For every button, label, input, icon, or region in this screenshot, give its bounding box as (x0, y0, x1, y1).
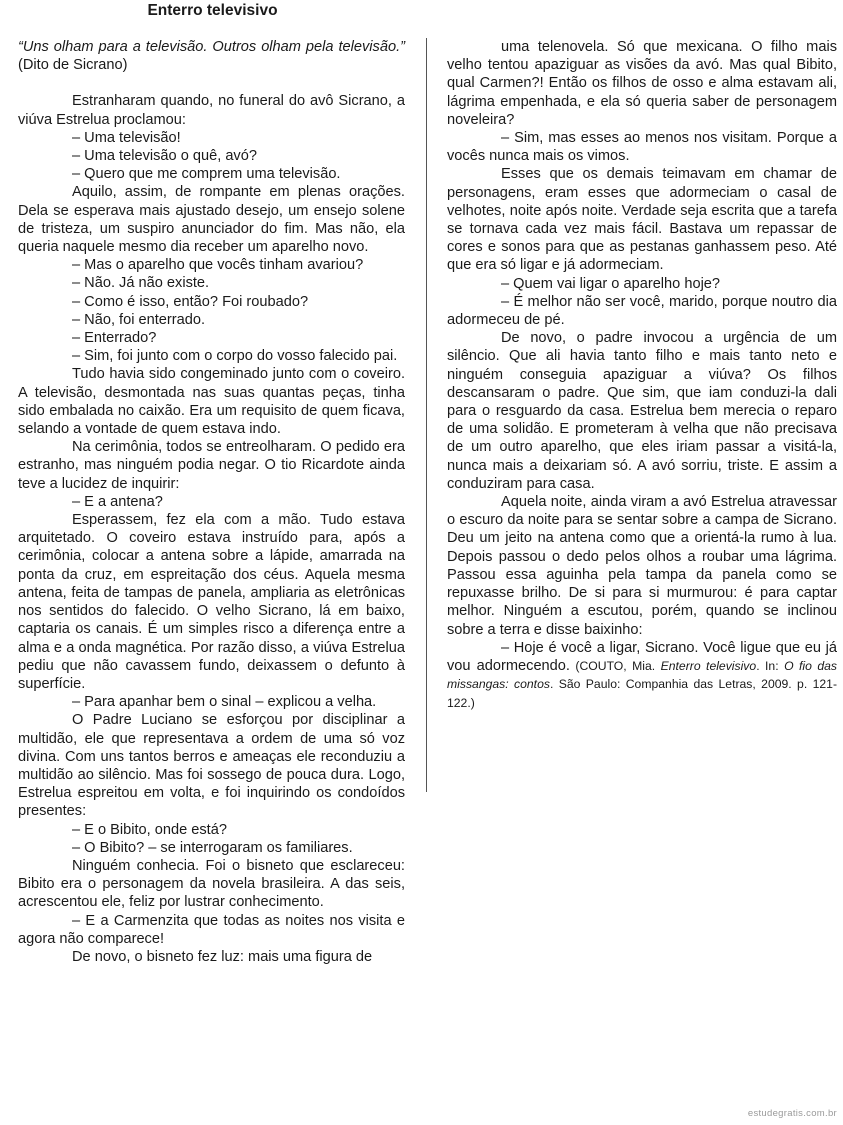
story-paragraph: Ninguém conhecia. Foi o bisneto que esclareceu: Bibito era o personagem da novela brasileira. A das seis, acrescentou ele, feliz por lustrar conhecimento. (18, 857, 405, 911)
story-paragraph: – E o Bibito, onde está? (72, 821, 227, 838)
right-column-text (447, 38, 837, 712)
story-paragraph: Aquilo, assim, de rompante em plenas orações. Dela se esperava mais ajustado desejo, um ensejo solene de tristeza, um suspiro anunciador do fim. Mas não, ela queria naquele mesmo dia receber um aparelho novo. (18, 184, 405, 256)
left-column-text (18, 92, 405, 966)
story-paragraph: – Quem vai ligar o aparelho hoje? (501, 275, 721, 292)
story-title: Enterro televisivo (147, 2, 278, 19)
left-column (18, 38, 405, 966)
story-paragraph: – Sim, foi junto com o corpo do vosso falecido pai. (72, 348, 398, 365)
epigraph-source: (Dito de Sicrano) (18, 57, 128, 74)
epigraph-quote: “Uns olham para a televisão. Outros olham pela televisão.” (18, 39, 405, 55)
right-column (447, 38, 837, 712)
story-paragraph: – Para apanhar bem o sinal – explicou a velha. (72, 694, 377, 711)
story-paragraph: Na cerimônia, todos se entreolharam. O pedido era estranho, mas ninguém podia negar. O tio Ricardote ainda teve a lucidez de inquirir: (18, 439, 405, 492)
story-paragraph: De novo, o padre invocou a urgência de um silêncio. Que ali havia tanto filho e mais tanto neto e ninguém conseguia apaziguar a viúva? Os filhos descansaram o padre. Que sim, que iam conduzi-la dali para o resguardo da casa. Estrelua bem merecia o reparo de uma solidão. E prometeram à velha que não precisava de um outro aparelho, que eles iriam passar a visitá-la, nunca mais a deixariam só. A avó sorriu, triste. E assim a conduziram para casa. (447, 330, 837, 492)
story-paragraph: Estranharam quando, no funeral do avô Sicrano, a viúva Estrelua proclamou: (18, 93, 405, 128)
story-paragraph: – Sim, mas esses ao menos nos visitam. Porque a vocês nunca mais os vimos. (447, 130, 837, 165)
story-paragraph: – E a antena? (72, 493, 163, 510)
bibliographic-reference (447, 659, 837, 710)
story-paragraph: O Padre Luciano se esforçou por disciplinar a multidão, ele que representava a ordem de uma só voz divina. Com uns tantos berros e ameaças ele reconduziu a multidão ao silêncio. Mas foi sossego de pouca dura. Logo, Estrelua espreitou em volta, e foi inquirindo os condoídos presentes: (18, 712, 405, 820)
story-paragraph: – Como é isso, então? Foi roubado? (72, 293, 309, 310)
epigraph (18, 38, 405, 74)
column-divider (426, 38, 427, 792)
story-paragraph: – Uma televisão! (72, 129, 181, 146)
story-paragraph: – É melhor não ser você, marido, porque noutro dia adormeceu de pé. (447, 293, 837, 329)
story-paragraph: – Não. Já não existe. (72, 275, 210, 292)
story-paragraph: – O Bibito? – se interrogaram os familiares. (72, 839, 353, 856)
story-paragraph: uma telenovela. Só que mexicana. O filho mais velho tentou apaziguar as visões da avó. Mas qual Bibito, qual Carmen?! Então os filhos de osso e alma estavam ali, lágrima empenhada, e ela só queria saber de personagem noveleira? (447, 39, 837, 128)
story-paragraph: – Enterrado? (72, 330, 157, 347)
story-paragraph: Esperassem, fez ela com a mão. Tudo estava arquitetado. O coveiro estava instruído para, após a cerimônia, colocar a antena sobre a lápide, amarrada na ponta da cruz, em espreitação dos céus. Aquela mesma antena, feita de tampas de panela, ampliaria as eletrônicas nos sentidos do falecido. O velho Sicrano, lá em baixo, captaria os canais. É um simples risco a diferença entre a alma e a onda magnética. Por razão disso, a viúva Estrelua pediu que não cavassem fundo, deixassem o defunto à superfície. (18, 512, 405, 692)
reference-part3: . São Paulo: Companhia das Letras, 2009. p. 121-122.) (447, 677, 838, 710)
story-paragraph: – Não, foi enterrado. (72, 311, 206, 328)
reference-work: Enterro televisivo (660, 658, 757, 673)
reference-part1: (COUTO, Mia. (569, 658, 661, 673)
story-paragraph: – E a Carmenzita que todas as noites nos visita e agora não comparece! (18, 912, 405, 947)
reference-part2: . In: (756, 658, 785, 673)
reference-book: O fio das missangas: contos (447, 658, 837, 692)
story-paragraph: – Mas o aparelho que vocês tinham avariou? (72, 257, 364, 274)
story-paragraph: – Quero que me comprem uma televisão. (72, 166, 341, 183)
story-paragraph: Tudo havia sido congeminado junto com o coveiro. A televisão, desmontada nas suas quantas peças, tinha sido embalada no caixão. Era um requisito de quem ficava, selando a vontade de quem estava indo. (18, 366, 405, 438)
story-paragraph: Esses que os demais teimavam em chamar de personagens, eram esses que adormeciam o casal de velhotes, noite após noite. Verdade seja escrita que a tarefa se tornava cada vez mais fácil. Bastava um repassar de cores e sonos para que as pestanas ganhassem peso. Até que era só ligar e já adormeciam. (447, 166, 837, 274)
story-paragraph: Aquela noite, ainda viram a avó Estrelua atravessar o escuro da noite para se sentar sobre a campa de Sicrano. Deu um jeito na antena como que a orientá-la rumo à lua. Depois passou o dedo pelos olhos a roubar uma lágrima. Passou essa aguinha pela tampa da panela como se repuxasse brilho. De si para si murmurou: é para captar melhor. Ninguém a escutou, porém, quando se inclinou sobre a terra e disse baixinho: (447, 494, 837, 638)
story-paragraph: – Uma televisão o quê, avó? (72, 148, 257, 165)
story-paragraph: – Hoje é você a ligar, Sicrano. Você ligue que eu já vou adormecendo. (COUTO, Mia. Enterro televisivo. In: O fio das missangas: contos. São Paulo: Companhia das Letras, 2009. p. 121-122.) (447, 639, 838, 710)
site-watermark: estudegratis.com.br (747, 1108, 837, 1119)
story-paragraph: De novo, o bisneto fez luz: mais uma figura de (72, 948, 373, 965)
